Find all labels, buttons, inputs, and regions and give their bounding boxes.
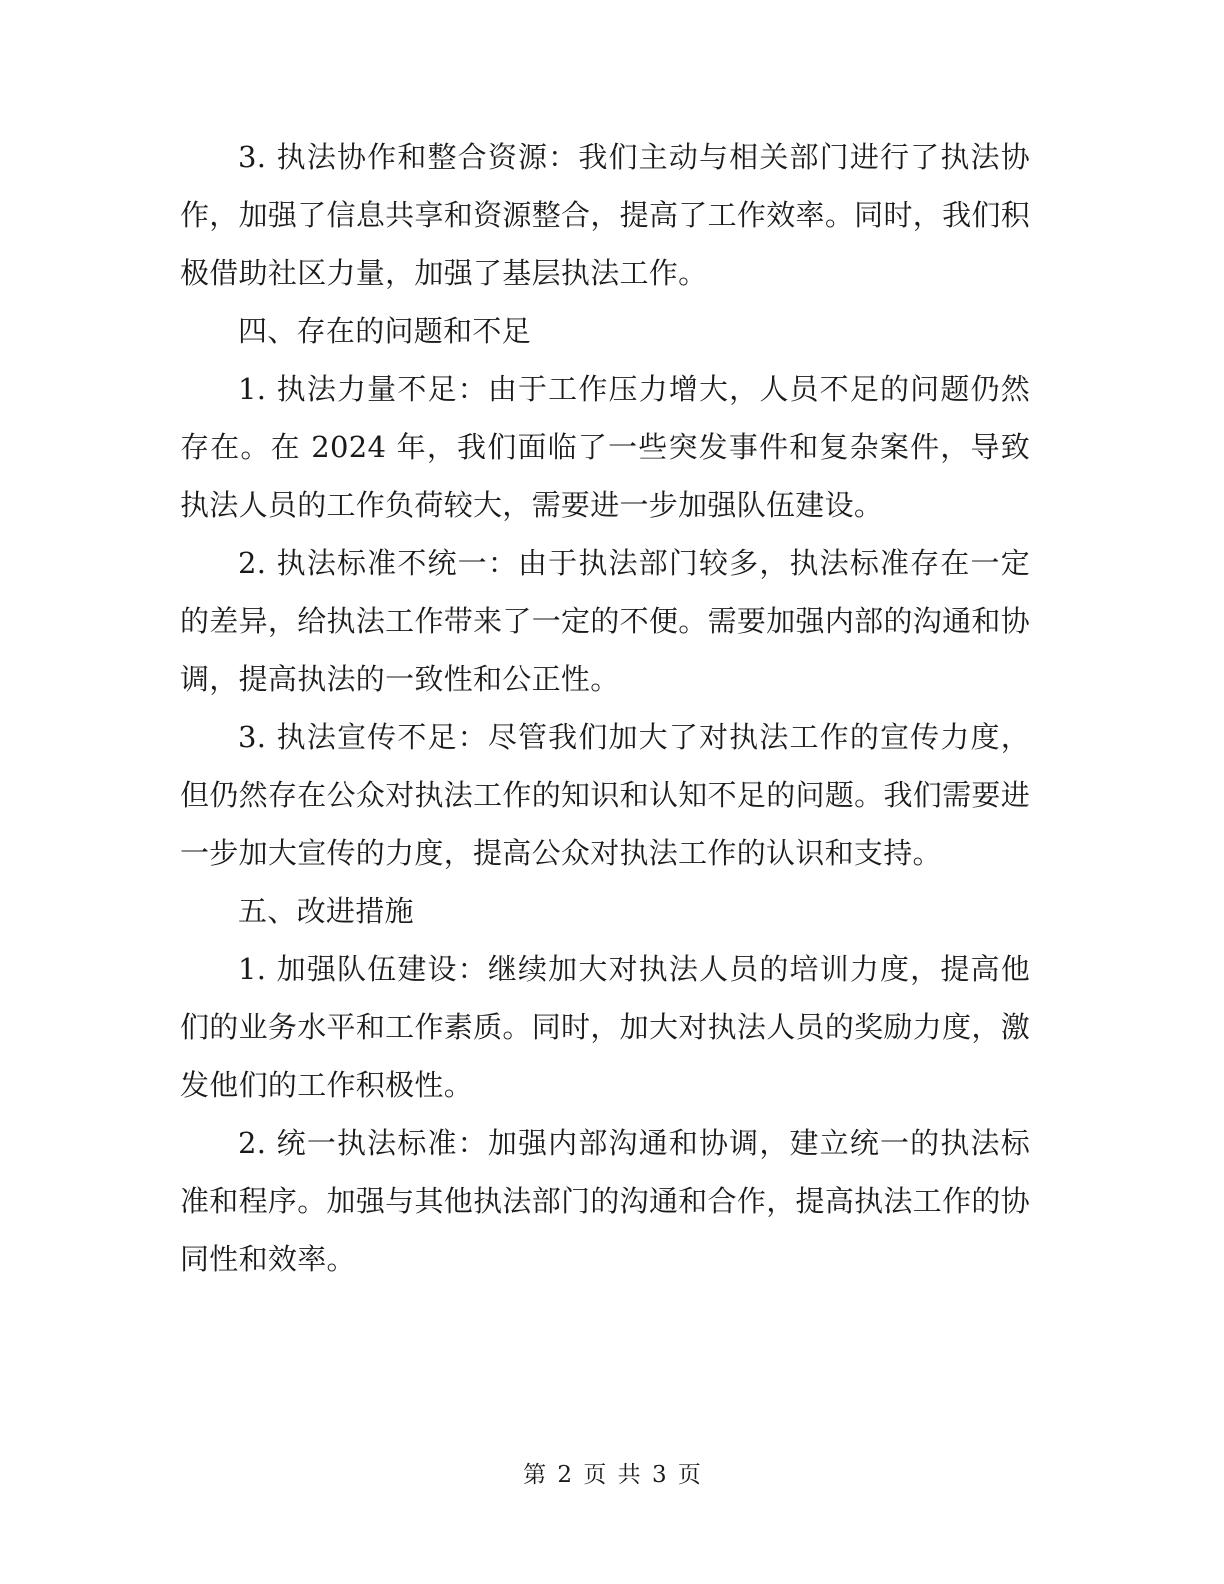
section-heading-problems: 四、存在的问题和不足 xyxy=(238,314,532,348)
paragraph-insufficient-force: 1. 执法力量不足：由于工作压力增大，人员不足的问题仍然存在。在 2024 年，我们面临了一些突发事件和复杂案件，导致执法人员的工作负荷较大，需要进一步加强队伍建设。 xyxy=(180,372,1030,522)
paragraph-insufficient-publicity: 3. 执法宣传不足：尽管我们加大了对执法工作的宣传力度，但仍然存在公众对执法工作的知识和认知不足的问题。我们需要进一步加大宣传的力度，提高公众对执法工作的认识和支持。 xyxy=(180,720,1030,870)
paragraph-team-building: 1. 加强队伍建设：继续加大对执法人员的培训力度，提高他们的业务水平和工作素质。同时，加大对执法人员的奖励力度，激发他们的工作积极性。 xyxy=(180,952,1030,1102)
section-heading-improvements: 五、改进措施 xyxy=(238,894,414,928)
paragraph-inconsistent-standards: 2. 执法标准不统一：由于执法部门较多，执法标准存在一定的差异，给执法工作带来了一定的不便。需要加强内部的沟通和协调，提高执法的一致性和公正性。 xyxy=(180,546,1030,696)
document-body xyxy=(180,128,1030,1288)
paragraph-collaboration: 3. 执法协作和整合资源：我们主动与相关部门进行了执法协作，加强了信息共享和资源整合，提高了工作效率。同时，我们积极借助社区力量，加强了基层执法工作。 xyxy=(180,140,1030,290)
paragraph-unify-standards: 2. 统一执法标准：加强内部沟通和协调，建立统一的执法标准和程序。加强与其他执法部门的沟通和合作，提高执法工作的协同性和效率。 xyxy=(180,1126,1030,1276)
page-number-footer: 第 2 页 共 3 页 xyxy=(523,1462,701,1488)
